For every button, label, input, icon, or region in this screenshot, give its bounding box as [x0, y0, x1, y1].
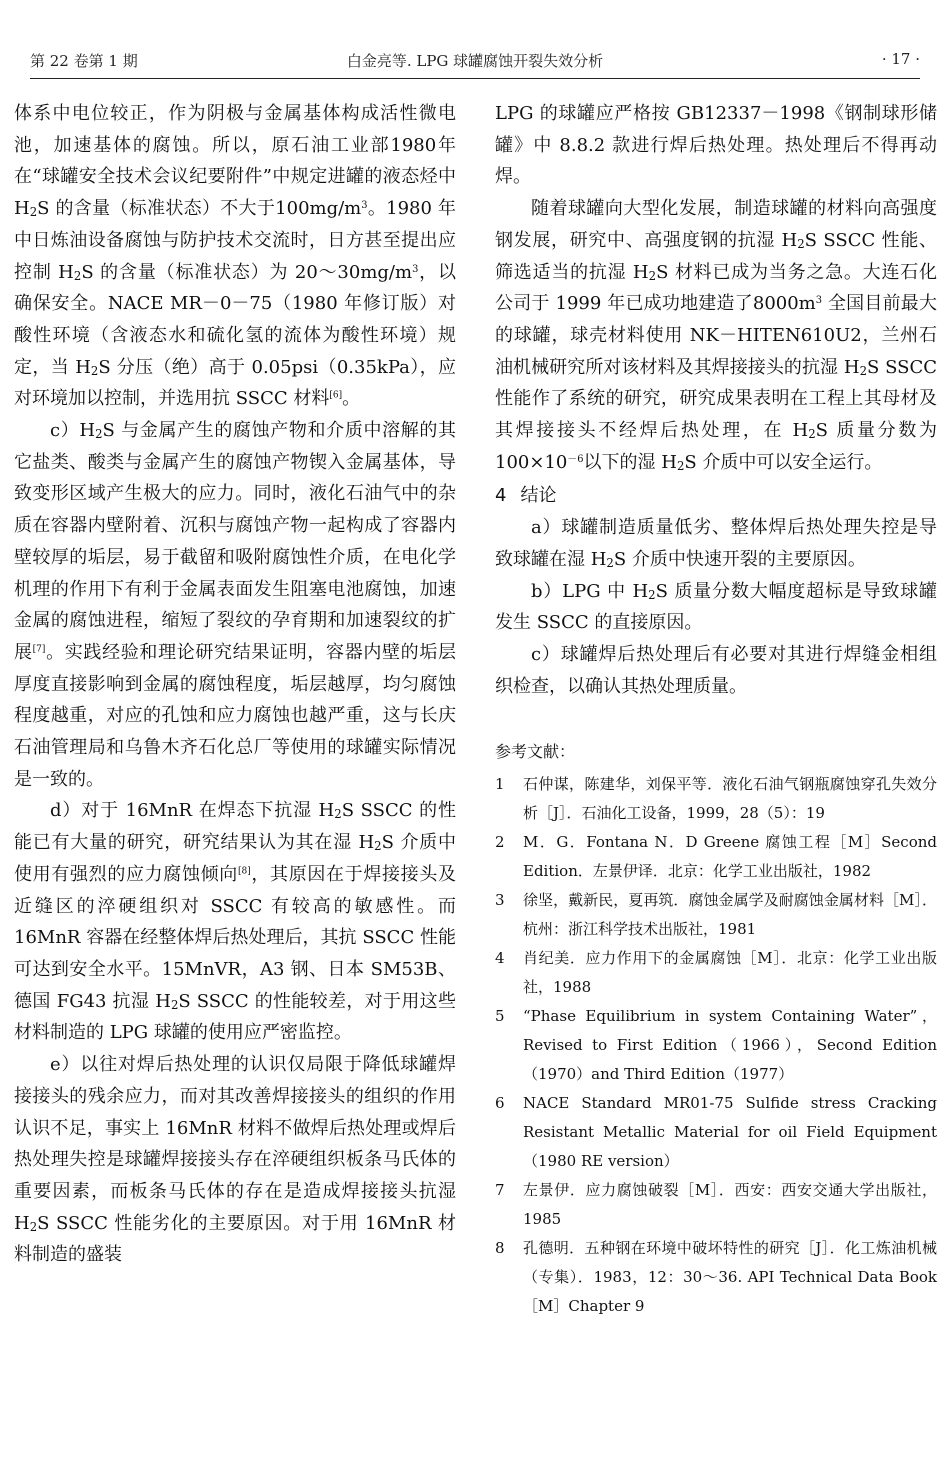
reference-item: 4 肖纪美．应力作用下的金属腐蚀［M］．北京：化学工业出版社，1988 [495, 949, 937, 997]
reference-item: 8 孔德明．五种钢在环境中破坏特性的研究［J］．化工炼油机械（专集）．1983，12：30～36. API Technical Data Book［M］Chapter 9 [495, 1239, 937, 1316]
section-heading-conclusion: 4 结论 [495, 485, 557, 507]
references-list [495, 770, 937, 1321]
page-number: · 17 · [881, 50, 920, 68]
page-header [30, 38, 920, 79]
left-column [14, 98, 456, 1271]
reference-item: 7 左景伊．应力腐蚀破裂［M］．西安：西安交通大学出版社，1985 [495, 1181, 937, 1229]
conclusion-c: c）球罐焊后热处理后有必要对其进行焊缝金相组织检查，以确认其热处理质量。 [495, 643, 937, 697]
paragraph-development: 随着球罐向大型化发展，制造球罐的材料向高强度钢发展，研究中、高强度钢的抗湿 $H_2S$ SSCC 性能、筛选适当的抗湿 $H_2S$ 材料已成为当务之急。大连石化公司于 1999 年已成功地建造了$8000m^3$ 全国目前最大的球罐，球壳材料使用 NK－HITEN610U2，兰州石油机械研究所对该材料及其焊接接头的抗湿 $H_2S$ SSCC 性能作了系统的研究，研究成果表明在工程上其母材及其焊接接头不经焊后热处理，在 $H_2S$ 质量分数为 $100\times 10^{-6}$以下的湿 $H_2S$ 介质中可以安全运行。 [495, 198, 938, 473]
paragraph-e: e）以往对焊后热处理的认识仅局限于降低球罐焊接接头的残余应力，而对其改善焊接接头的组织的作用认识不足，事实上 16MnR 材料不做焊后热处理或焊后热处理失控是球罐焊接接头存在淬硬组织板条马氏体的重要因素，而板条马氏体的存在是造成焊接接头抗湿 $H_2S$ SSCC 性能劣化的主要原因。对于用 16MnR 材料制造的盛装 [14, 1054, 456, 1266]
reference-item: 6 NACE Standard MR01-75 Sulfide stress Cracking Resistant Metallic Material for oil Field Equipment（1980 RE version） [495, 1094, 937, 1171]
reference-item: 2 M．G．Fontana N．D Greene 腐蚀工程［M］Second Edition．左景伊译．北京：化学工业出版社，1982 [495, 833, 937, 881]
paragraph-c: $c)H_2S$ 与金属产生的腐蚀产物和介质中溶解的其它盐类、酸类与金属产生的腐蚀产物锲入金属基体，导致变形区域产生极大的应力。同时，液化石油气中的杂质在容器内壁附着、沉积与腐蚀产物一起构成了容器内壁较厚的垢层，易于截留和吸附腐蚀性介质，在电化学机理的作用下有利于金属表面发生阻塞电池腐蚀，加速金属的腐蚀进程，缩短了裂纹的孕育期和加速裂纹的扩展[7]。实践经验和理论研究结果证明，容器内壁的垢层厚度直接影响到金属的腐蚀程度，垢层越厚，均匀腐蚀程度越重，对应的孔蚀和应力腐蚀也越严重，这与长庆石油管理局和乌鲁木齐石化总厂等使用的球罐实际情况是一致的。 [14, 420, 457, 790]
paragraph-d: d）对于 16MnR 在焊态下抗湿 $H_2S$ SSCC 的性能已有大量的研究，研究结果认为其在湿 $H_2S$ 介质中使用有强烈的应力腐蚀倾向[8]，其原因在于焊接接头及近缝区的淬硬组织对 SSCC 有较高的敏感性。而 16MnR 容器在经整体焊后热处理后，其抗 SSCC 性能可达到安全水平。15MnVR，A3 钢、日本 SM53B、德国 FG43 抗湿 $H_2S$ SSCC 的性能较差，对于用这些材料制造的 LPG 球罐的使用应严密监控。 [14, 800, 457, 1044]
journal-volume: 第 22 卷第 1 期 [30, 52, 138, 70]
conclusion-a: a）球罐制造质量低劣、整体焊后热处理失控是导致球罐在湿 $H_2S$ 介质中快速开裂的主要原因。 [495, 517, 937, 570]
paragraph-continued-right: LPG 的球罐应严格按 GB12337－1998《钢制球形储罐》中 8.8.2 款进行焊后热处理。热处理后不得再动焊。 [495, 103, 937, 188]
right-column [495, 98, 937, 1321]
running-title: 白金亮等. LPG 球罐腐蚀开裂失效分析 [346, 52, 604, 70]
citation: [8] [237, 866, 251, 877]
reference-item: 1 石仲谋，陈建华，刘保平等．液化石油气钢瓶腐蚀穿孔失效分析［J］．石油化工设备，1999，28（5）：19 [495, 775, 937, 823]
citation: [6] [329, 391, 343, 402]
citation: [7] [32, 644, 46, 655]
reference-item: 5 “Phase Equilibrium in system Containing Water”，Revised to First Edition（1966），Second Edition（1970）and Third Edition（1977） [495, 1007, 937, 1084]
conclusion-b: b）LPG 中 $H_2S$ 质量分数大幅度超标是导致球罐发生 SSCC 的直接原因。 [495, 580, 938, 634]
references-heading: 参考文献： [495, 742, 576, 762]
paragraph-continued: 体系中电位较正，作为阴极与金属基体构成活性微电池，加速基体的腐蚀。所以，原石油工业部1980年在“球罐安全技术会议纪要附件”中规定进罐的液态烃中 $H_2S$ 的含量（标准状态）不大于$100mg/m^3$。1980 年中日炼油设备腐蚀与防护技术交流时，日方甚至提出应控制 $H_2S$ 的含量（标准状态）为 $20\sim 30mg/m^3$，以确保安全。NACE MR－0－75（1980 年修订版）对酸性环境（含液态水和硫化氢的流体为酸性环境）规定，当 $H_2S$ 分压（绝）高于 0.05psi（0.35kPa），应对环境加以控制，并选用抗 SSCC 材料[6]。 [14, 103, 456, 410]
reference-item: 3 徐坚，戴新民，夏再筑．腐蚀金属学及耐腐蚀金属材料［M］．杭州：浙江科学技术出版社，1981 [495, 891, 937, 939]
